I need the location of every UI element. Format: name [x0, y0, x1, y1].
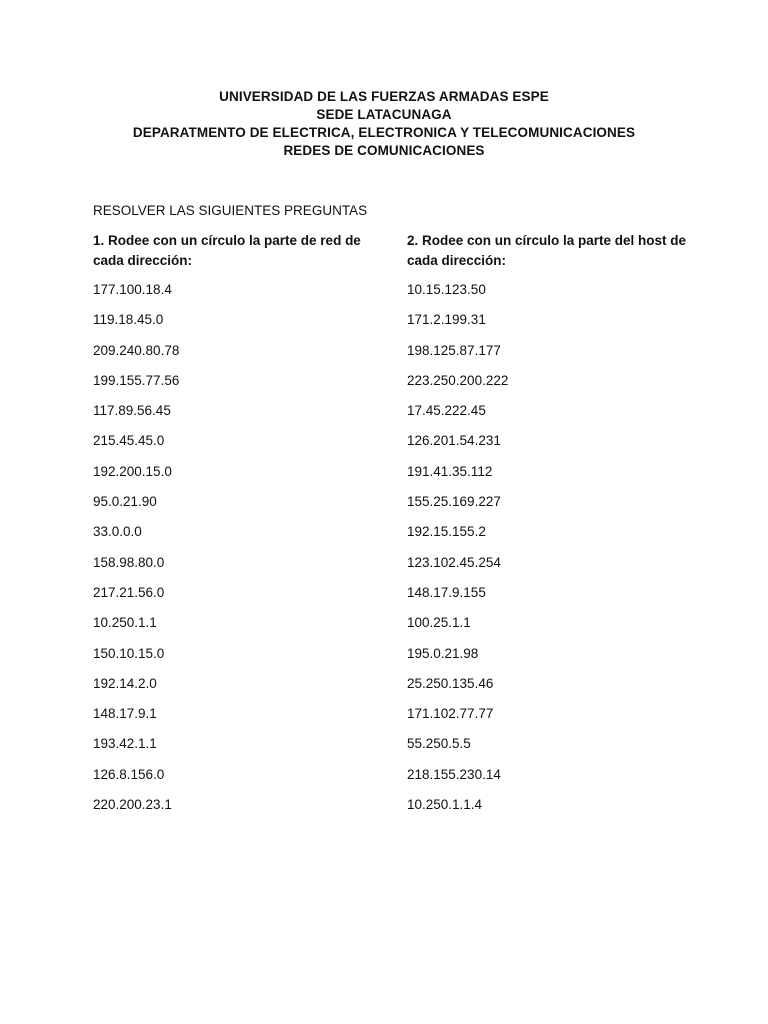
university-name: UNIVERSIDAD DE LAS FUERZAS ARMADAS ESPE — [219, 89, 549, 104]
ip-address-item: 158.98.80.0 — [93, 554, 165, 570]
ip-address-item: 100.25.1.1 — [407, 615, 471, 631]
ip-address-item: 177.100.18.4 — [93, 282, 172, 297]
ip-address-item: 155.25.169.227 — [407, 494, 501, 510]
ip-address-item: 148.17.9.155 — [407, 584, 486, 600]
question-2-column — [407, 231, 697, 825]
ip-address-item: 195.0.21.98 — [407, 645, 479, 661]
ip-address-item: 126.8.156.0 — [93, 766, 165, 782]
ip-address-item: 171.102.77.77 — [407, 706, 494, 722]
ip-address-item: 10.250.1.1 — [93, 615, 157, 631]
ip-address-item: 95.0.21.90 — [93, 494, 157, 510]
ip-address-item: 223.250.200.222 — [407, 372, 509, 388]
ip-address-item: 215.45.45.0 — [93, 433, 165, 449]
ip-address-item: 55.250.5.5 — [407, 736, 471, 752]
ip-address-item: 191.41.35.112 — [407, 463, 493, 479]
ip-address-item: 192.200.15.0 — [93, 463, 172, 479]
ip-address-item: 199.155.77.56 — [93, 372, 180, 388]
ip-address-item: 10.15.123.50 — [407, 282, 486, 297]
ip-address-item: 193.42.1.1 — [93, 736, 157, 752]
ip-address-item: 33.0.0.0 — [93, 524, 142, 540]
ip-address-item: 217.21.56.0 — [93, 584, 165, 600]
ip-address-item: 198.125.87.177 — [407, 342, 501, 358]
question-2-address-list — [407, 280, 697, 825]
ip-address-item: 123.102.45.254 — [407, 554, 501, 570]
question-1-address-list — [93, 280, 383, 825]
instructions-text: RESOLVER LAS SIGUIENTES PREGUNTAS — [93, 203, 368, 218]
ip-address-item: 192.14.2.0 — [93, 675, 157, 691]
ip-address-item: 25.250.135.46 — [407, 675, 494, 691]
department-name: DEPARATMENTO DE ELECTRICA, ELECTRONICA Y TELECOMUNICACIONES — [132, 125, 636, 140]
ip-address-item: 126.201.54.231 — [407, 433, 501, 449]
document-header — [0, 88, 768, 160]
ip-address-item: 171.2.199.31 — [407, 312, 486, 328]
question-2-title: 2. Rodee con un círculo la parte del host de cada dirección: — [407, 233, 687, 268]
ip-address-item: 148.17.9.1 — [93, 706, 157, 722]
campus-name: SEDE LATACUNAGA — [316, 107, 452, 122]
ip-address-item: 117.89.56.45 — [93, 403, 171, 419]
question-1-column — [93, 231, 383, 825]
question-1-title: 1. Rodee con un círculo la parte de red de cada dirección: — [93, 233, 361, 268]
ip-address-item: 192.15.155.2 — [407, 524, 486, 540]
ip-address-item: 220.200.23.1 — [93, 797, 172, 813]
ip-address-item: 10.250.1.1.4 — [407, 797, 483, 813]
ip-address-item: 150.10.15.0 — [93, 645, 165, 661]
ip-address-item: 209.240.80.78 — [93, 342, 180, 358]
ip-address-item: 119.18.45.0 — [93, 312, 164, 328]
ip-address-item: 17.45.222.45 — [407, 403, 486, 419]
ip-address-item: 218.155.230.14 — [407, 766, 501, 782]
course-name: REDES DE COMUNICACIONES — [283, 143, 485, 158]
